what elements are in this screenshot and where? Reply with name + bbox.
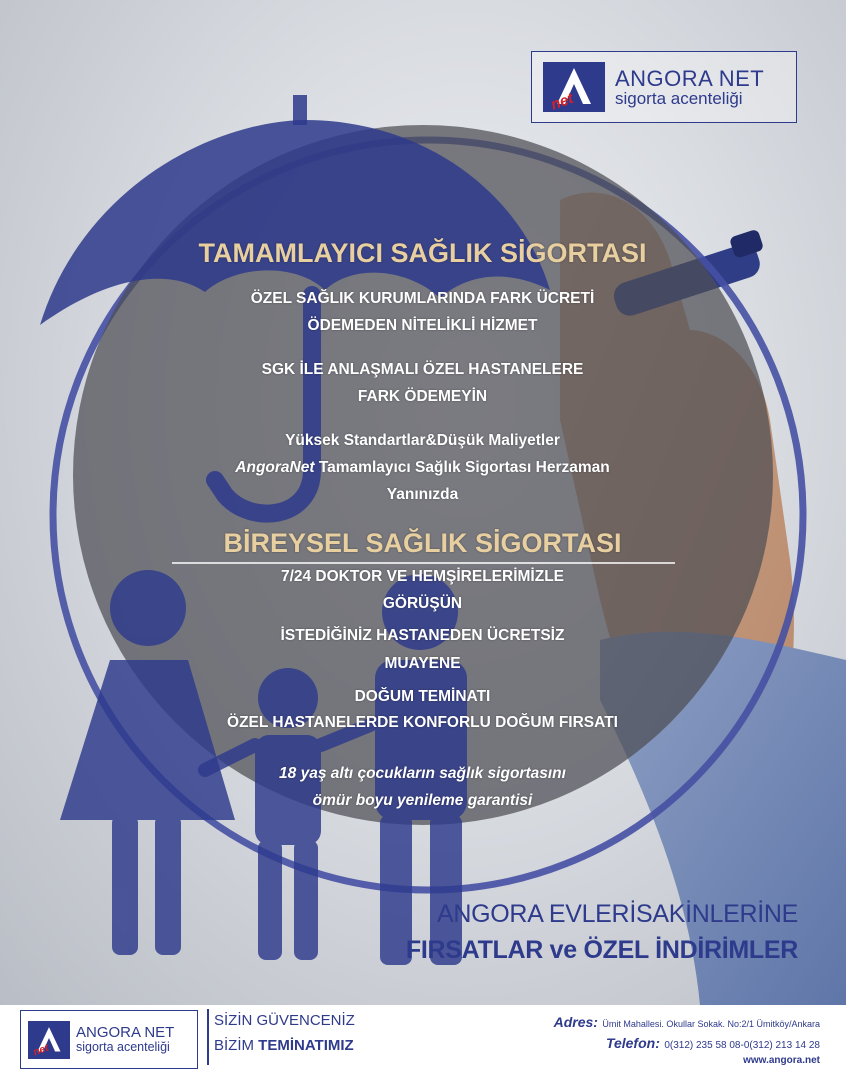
section2-title: BİREYSEL SAĞLIK SİGORTASI xyxy=(223,528,622,558)
promo-line2: FIRSATLAR ve ÖZEL İNDİRİMLER xyxy=(405,936,798,964)
footer-logo-subtitle: sigorta acenteliği xyxy=(76,1039,170,1054)
section2-p2-line1: İSTEDİĞİNİZ HASTANEDEN ÜCRETSİZ xyxy=(280,627,565,644)
brand-name: AngoraNet xyxy=(235,459,315,476)
footer-logo-name: ANGORA NET xyxy=(76,1024,175,1042)
section2-p3-line1: DOĞUM TEMİNATI xyxy=(354,688,491,705)
section1-p3-line1: Yüksek Standartlar&Düşük Maliyetler xyxy=(285,432,560,449)
svg-text:net: net xyxy=(548,89,576,112)
footer-logo-a-icon xyxy=(28,1021,70,1059)
logo xyxy=(531,51,797,123)
slogan-line2 xyxy=(214,1037,354,1054)
section2-p2-line2: MUAYENE xyxy=(384,655,461,672)
logo-subtitle: sigorta acenteliği xyxy=(615,88,743,108)
svg-text:net: net xyxy=(32,1042,51,1058)
footer-logo-mark-icon xyxy=(28,1021,70,1059)
footer-slogan-divider xyxy=(207,1009,209,1065)
phone xyxy=(606,1035,820,1053)
section2-p1-line1: 7/24 DOKTOR VE HEMŞİRELERİMİZLE xyxy=(280,568,565,585)
address xyxy=(554,1014,820,1032)
footer xyxy=(0,1005,846,1083)
promo-line1: ANGORA EVLERİSAKİNLERİNE xyxy=(437,900,798,928)
section2-p4-line1: 18 yaş altı çocukların sağlık sigortasını xyxy=(279,765,566,782)
footer-logo xyxy=(20,1010,198,1069)
slogan-line2-b: TEMİNATIMIZ xyxy=(258,1037,354,1054)
section2-p1-line2: GÖRÜŞÜN xyxy=(382,595,463,612)
phone-label: Telefon: xyxy=(605,1035,660,1051)
address-label: Adres: xyxy=(553,1014,598,1030)
section1-p3-line2-rest: Tamamlayıcı Sağlık Sigortası Herzaman xyxy=(314,459,610,476)
logo-mark-icon xyxy=(543,62,605,112)
section1-p3-line2 xyxy=(170,459,675,477)
phone-value: 0(312) 235 58 08-0(312) 213 14 28 xyxy=(664,1040,820,1051)
section1-title: TAMAMLAYICI SAĞLIK SİGORTASI xyxy=(198,238,647,268)
section1-p3-line3: Yanınızda xyxy=(386,486,459,503)
section1-p2-line2: FARK ÖDEMEYİN xyxy=(357,388,488,405)
logo-a-icon xyxy=(543,62,605,112)
logo-name: ANGORA NET xyxy=(615,65,765,91)
section2-p3-line2: ÖZEL HASTANELERDE KONFORLU DOĞUM FIRSATI xyxy=(227,714,618,731)
slogan-line2-a: BİZİM xyxy=(214,1037,259,1054)
website-link[interactable]: www.angora.net xyxy=(743,1055,820,1066)
section1-p1-line2: ÖDEMEDEN NİTELİKLİ HİZMET xyxy=(307,317,538,334)
slogan-line1: SİZİN GÜVENCENİZ xyxy=(214,1012,355,1029)
section1-p2-line1: SGK İLE ANLAŞMALI ÖZEL HASTANELERE xyxy=(261,361,584,378)
section1-p1-line1: ÖZEL SAĞLIK KURUMLARINDA FARK ÜCRETİ xyxy=(250,290,595,307)
section2-p4-line2: ömür boyu yenileme garantisi xyxy=(312,792,533,809)
address-value: Ümit Mahallesi. Okullar Sokak. No:2/1 Ümitköy/Ankara xyxy=(602,1019,820,1029)
